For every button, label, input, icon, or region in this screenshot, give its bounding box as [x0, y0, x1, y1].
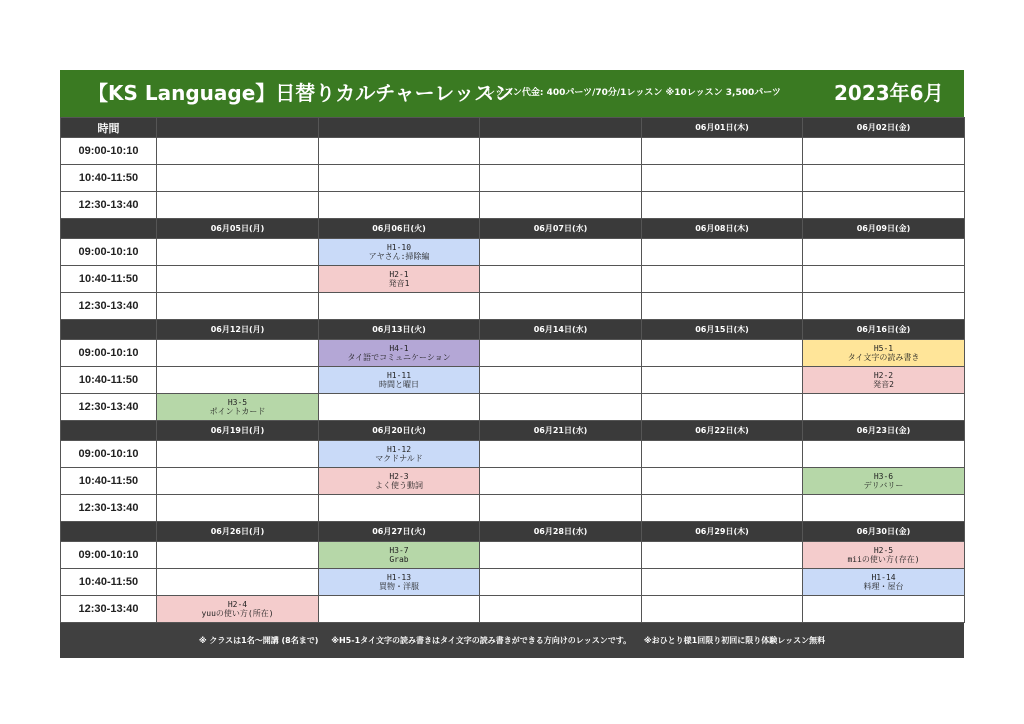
lesson-name: アヤさん:掃除編 [368, 252, 430, 261]
time-slot-label: 10:40-11:50 [61, 266, 157, 293]
lesson-code: H4-1 [389, 344, 409, 353]
lesson-name: miiの使い方(存在) [847, 555, 920, 564]
time-slot-label: 12:30-13:40 [61, 192, 157, 219]
day-label: 06月29日(木) [642, 522, 803, 542]
lesson-cell [319, 542, 480, 569]
day-label: 06月13日(火) [319, 320, 480, 340]
header-bar [60, 70, 964, 117]
empty-cell [157, 165, 319, 192]
time-header: 時間 [61, 118, 157, 138]
lesson-name: デリバリー [863, 481, 904, 490]
empty-cell [642, 192, 803, 219]
day-label: 06月12日(月) [157, 320, 319, 340]
day-label [480, 118, 642, 138]
day-label: 06月05日(月) [157, 219, 319, 239]
empty-cell [642, 495, 803, 522]
day-label: 06月26日(月) [157, 522, 319, 542]
schedule-table [60, 117, 965, 623]
day-header-row [61, 522, 965, 542]
empty-cell [157, 138, 319, 165]
lesson-code: H3-6 [873, 472, 894, 481]
lesson-name: 時間と曜日 [379, 380, 419, 389]
time-slot-label: 10:40-11:50 [61, 569, 157, 596]
empty-cell [157, 441, 319, 468]
empty-cell [480, 596, 642, 623]
day-label: 06月15日(木) [642, 320, 803, 340]
empty-cell [642, 569, 803, 596]
empty-cell [319, 293, 480, 320]
time-slot-label: 10:40-11:50 [61, 165, 157, 192]
price-info: レッスン代金: 400パーツ/70分/1レッスン ※10レッスン 3,500パーツ [486, 88, 781, 98]
empty-cell [642, 340, 803, 367]
time-slot-row [61, 192, 965, 219]
empty-cell [642, 367, 803, 394]
time-slot-row [61, 165, 965, 192]
time-slot-row [61, 394, 965, 421]
lesson-cell [319, 569, 480, 596]
empty-cell [803, 165, 965, 192]
day-header-row [61, 320, 965, 340]
day-header-row [61, 118, 965, 138]
lesson-cell [319, 367, 480, 394]
empty-cell [157, 340, 319, 367]
empty-cell [480, 266, 642, 293]
day-label: 06月01日(木) [642, 118, 803, 138]
lesson-code: H1-11 [386, 371, 412, 380]
empty-cell [480, 367, 642, 394]
time-slot-label: 10:40-11:50 [61, 367, 157, 394]
empty-cell [642, 293, 803, 320]
empty-cell [157, 468, 319, 495]
day-label: 06月14日(水) [480, 320, 642, 340]
day-label [157, 118, 319, 138]
time-slot-row [61, 468, 965, 495]
lesson-name: Grab [389, 555, 409, 564]
lesson-code: H3-7 [389, 546, 409, 555]
lesson-cell [803, 569, 965, 596]
empty-cell [642, 266, 803, 293]
lesson-code: H2-2 [873, 371, 894, 380]
time-slot-label: 09:00-10:10 [61, 441, 157, 468]
empty-cell [157, 569, 319, 596]
time-slot-row [61, 495, 965, 522]
day-label: 06月16日(金) [803, 320, 965, 340]
lesson-cell [157, 394, 319, 421]
lesson-code: H3-5 [227, 398, 248, 407]
time-slot-label: 12:30-13:40 [61, 293, 157, 320]
empty-cell [157, 239, 319, 266]
empty-cell [642, 542, 803, 569]
time-slot-row [61, 138, 965, 165]
empty-cell [803, 192, 965, 219]
empty-cell [319, 138, 480, 165]
lesson-code: H5-1 [873, 344, 894, 353]
empty-cell [480, 293, 642, 320]
lesson-code: H1-13 [386, 573, 412, 582]
time-header [61, 219, 157, 239]
empty-cell [319, 394, 480, 421]
time-slot-row [61, 542, 965, 569]
empty-cell [480, 192, 642, 219]
day-header-row [61, 421, 965, 441]
empty-cell [480, 569, 642, 596]
footer-note: ※おひとり様1回限り初回に限り体験レッスン無料 [643, 636, 826, 645]
lesson-code: H2-5 [873, 546, 894, 555]
lesson-cell [319, 340, 480, 367]
day-label: 06月23日(金) [803, 421, 965, 441]
empty-cell [803, 293, 965, 320]
page-title: 【KS Language】日替りカルチャーレッスン [88, 81, 515, 105]
month-label: 2023年6月 [834, 81, 944, 105]
lesson-code: H2-4 [227, 600, 248, 609]
time-slot-label: 12:30-13:40 [61, 596, 157, 623]
empty-cell [157, 192, 319, 219]
day-label: 06月19日(月) [157, 421, 319, 441]
time-slot-label: 09:00-10:10 [61, 138, 157, 165]
time-slot-label: 09:00-10:10 [61, 239, 157, 266]
time-slot-label: 12:30-13:40 [61, 495, 157, 522]
time-header [61, 421, 157, 441]
footer-notes [60, 623, 964, 658]
time-slot-row [61, 441, 965, 468]
lesson-name: タイ語でコミュニケーション [347, 353, 451, 362]
lesson-cell [319, 441, 480, 468]
time-header [61, 320, 157, 340]
day-label: 06月27日(火) [319, 522, 480, 542]
empty-cell [480, 495, 642, 522]
time-slot-label: 10:40-11:50 [61, 468, 157, 495]
empty-cell [480, 441, 642, 468]
time-slot-row [61, 293, 965, 320]
empty-cell [480, 239, 642, 266]
empty-cell [642, 394, 803, 421]
time-slot-label: 12:30-13:40 [61, 394, 157, 421]
empty-cell [803, 239, 965, 266]
empty-cell [319, 596, 480, 623]
time-slot-label: 09:00-10:10 [61, 340, 157, 367]
lesson-cell [803, 468, 965, 495]
time-slot-row [61, 340, 965, 367]
day-header-row [61, 219, 965, 239]
lesson-name: 発音2 [873, 380, 894, 389]
day-label: 06月02日(金) [803, 118, 965, 138]
empty-cell [157, 542, 319, 569]
time-slot-row [61, 367, 965, 394]
lesson-cell [319, 266, 480, 293]
day-label: 06月28日(水) [480, 522, 642, 542]
day-label: 06月08日(木) [642, 219, 803, 239]
empty-cell [803, 495, 965, 522]
empty-cell [803, 441, 965, 468]
lesson-name: 発音1 [388, 279, 410, 288]
time-slot-row [61, 239, 965, 266]
day-label: 06月07日(水) [480, 219, 642, 239]
empty-cell [319, 165, 480, 192]
lesson-name: タイ文字の読み書き [847, 353, 920, 362]
lesson-code: H1-12 [386, 445, 412, 454]
day-label: 06月20日(火) [319, 421, 480, 441]
empty-cell [480, 394, 642, 421]
footer-note: ※H5-1タイ文字の読み書きはタイ文字の読み書きができる方向けのレッスンです。 [331, 636, 632, 645]
empty-cell [319, 192, 480, 219]
footer-note: ※ クラスは1名～開講 (8名まで) [198, 636, 319, 645]
time-slot-label: 09:00-10:10 [61, 542, 157, 569]
lesson-name: yuuの使い方(所在) [201, 609, 274, 618]
lesson-cell [319, 468, 480, 495]
empty-cell [480, 165, 642, 192]
lesson-name: 買物・洋服 [379, 582, 419, 591]
empty-cell [480, 468, 642, 495]
empty-cell [157, 367, 319, 394]
lesson-cell [157, 596, 319, 623]
empty-cell [803, 138, 965, 165]
empty-cell [157, 495, 319, 522]
empty-cell [642, 165, 803, 192]
empty-cell [803, 394, 965, 421]
empty-cell [642, 596, 803, 623]
day-label: 06月21日(水) [480, 421, 642, 441]
time-slot-row [61, 266, 965, 293]
day-label: 06月09日(金) [803, 219, 965, 239]
time-header [61, 522, 157, 542]
empty-cell [642, 138, 803, 165]
lesson-name: ポイントカード [209, 407, 266, 416]
empty-cell [157, 293, 319, 320]
lesson-cell [319, 239, 480, 266]
day-label: 06月22日(木) [642, 421, 803, 441]
lesson-cell [803, 340, 965, 367]
lesson-code: H2-3 [389, 472, 409, 481]
empty-cell [157, 266, 319, 293]
empty-cell [480, 542, 642, 569]
empty-cell [319, 495, 480, 522]
empty-cell [480, 340, 642, 367]
lesson-cell [803, 542, 965, 569]
lesson-name: マクドナルド [375, 454, 423, 463]
lesson-code: H1-10 [386, 243, 412, 252]
empty-cell [480, 138, 642, 165]
lesson-name: 料理・屋台 [863, 582, 904, 591]
empty-cell [642, 239, 803, 266]
time-slot-row [61, 596, 965, 623]
day-label: 06月06日(火) [319, 219, 480, 239]
lesson-cell [803, 367, 965, 394]
lesson-code: H2-1 [389, 270, 409, 279]
empty-cell [803, 266, 965, 293]
lesson-name: よく使う動詞 [375, 481, 423, 490]
empty-cell [642, 441, 803, 468]
schedule-sheet [60, 70, 964, 658]
lesson-code: H1-14 [871, 573, 896, 582]
day-label: 06月30日(金) [803, 522, 965, 542]
day-label [319, 118, 480, 138]
empty-cell [642, 468, 803, 495]
empty-cell [803, 596, 965, 623]
time-slot-row [61, 569, 965, 596]
